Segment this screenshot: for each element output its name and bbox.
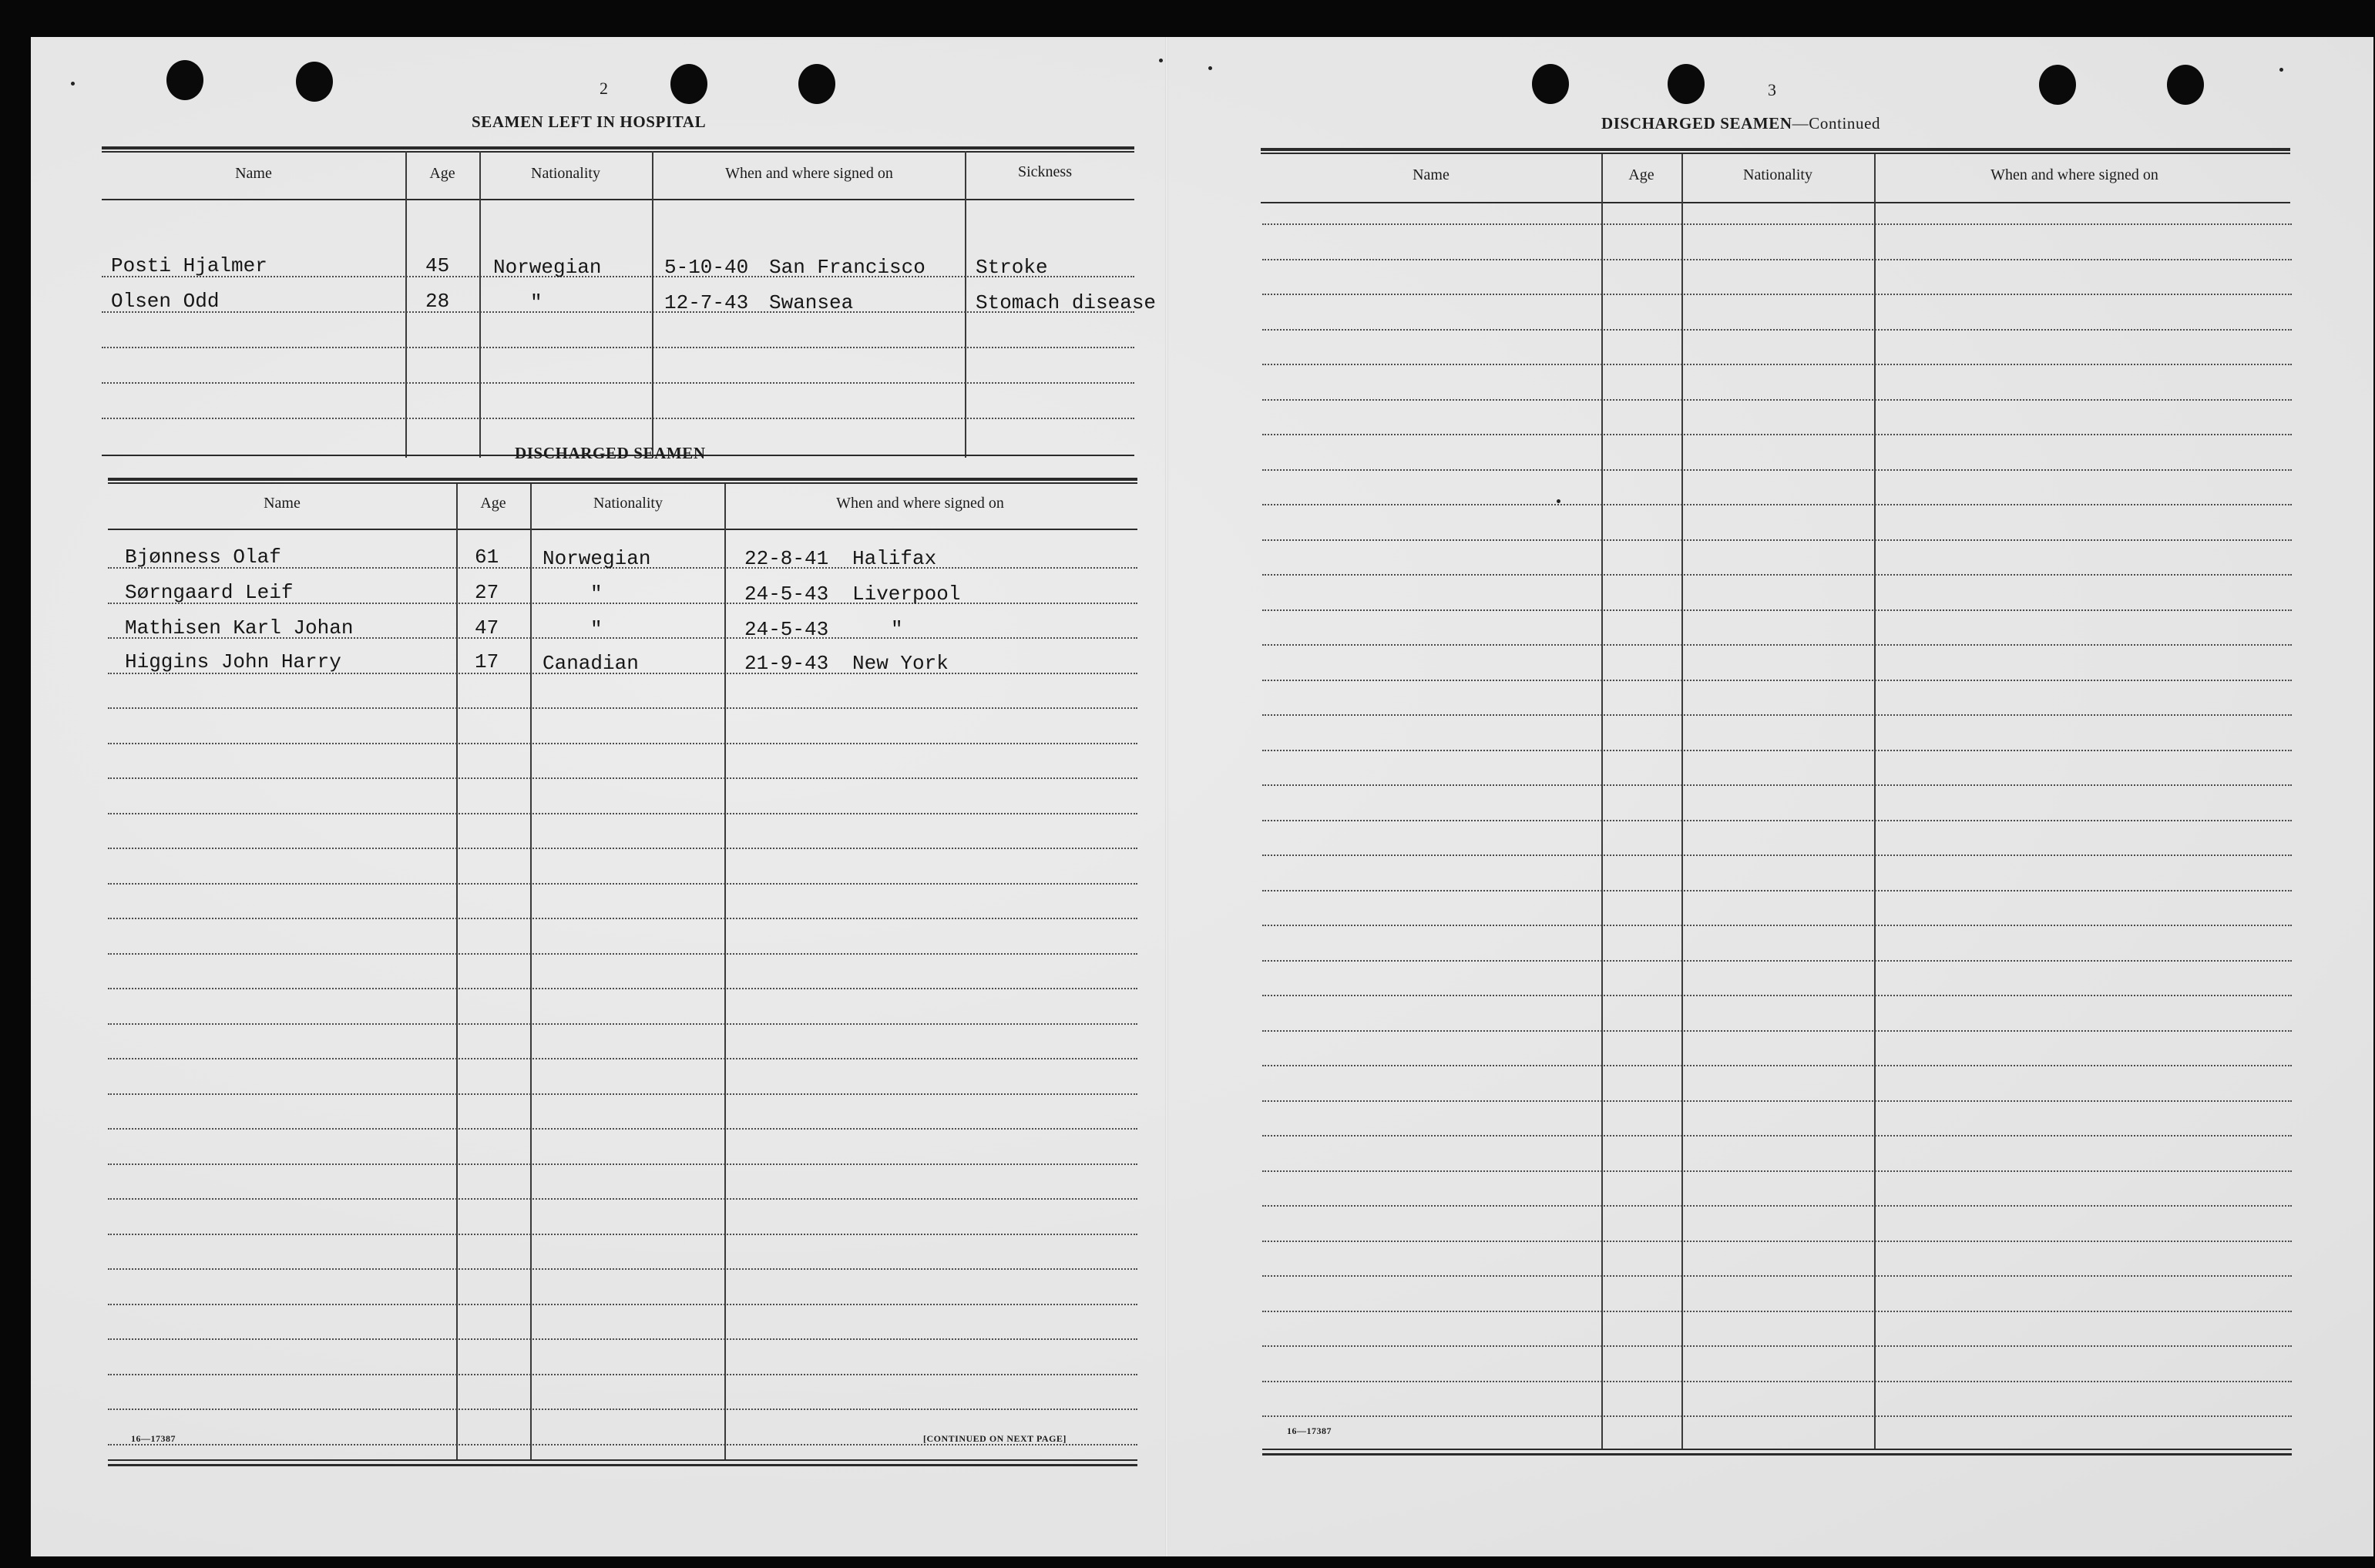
column-divider: [724, 484, 726, 1461]
col-header-signed-on: When and where signed on: [836, 495, 1004, 512]
row-line: [108, 1023, 1137, 1025]
row-line: [1262, 469, 2292, 471]
hospital-row-name: Olsen Odd: [111, 290, 220, 313]
discharged-row-date: 24-5-43: [744, 618, 829, 641]
col-header-age: Age: [429, 165, 455, 182]
discharged-row-age: 17: [475, 650, 499, 673]
col-header-sickness: Sickness: [1018, 163, 1072, 180]
row-line: [1262, 1381, 2292, 1382]
row-line: [108, 1268, 1137, 1270]
hospital-row-place: Swansea: [769, 291, 854, 314]
row-line: [108, 1163, 1137, 1165]
table-top-rule: [108, 482, 1137, 484]
col-header-name: Name: [1413, 166, 1450, 183]
row-line: [1262, 434, 2292, 435]
row-line: [108, 743, 1137, 744]
discharged-section-title: DISCHARGED SEAMEN: [515, 444, 706, 462]
row-line: [1262, 1241, 2292, 1242]
hospital-row-place: San Francisco: [769, 256, 925, 279]
row-line: [1262, 995, 2292, 996]
row-line: [108, 1198, 1137, 1200]
title-continued: —Continued: [1792, 114, 1881, 133]
column-divider: [405, 151, 407, 458]
discharged-row-name: Mathisen Karl Johan: [125, 616, 354, 640]
header-underline: [102, 199, 1134, 200]
ink-speck: [2279, 68, 2283, 72]
row-line: [1262, 1345, 2292, 1347]
page-fold: [1165, 37, 1168, 1556]
row-line: [108, 848, 1137, 849]
crew-list-document: [31, 37, 2373, 1556]
col-header-signed-on: When and where signed on: [725, 165, 893, 182]
row-line: [1262, 1065, 2292, 1066]
continued-note: [CONTINUED ON NEXT PAGE]: [923, 1433, 1067, 1444]
row-line: [1262, 259, 2292, 260]
table-top-rule: [108, 478, 1137, 481]
row-line: [108, 953, 1137, 955]
discharged-row-nationality: Canadian: [543, 652, 639, 675]
row-line: [108, 1234, 1137, 1235]
row-line: [108, 1058, 1137, 1059]
row-line: [102, 418, 1134, 419]
row-line: [108, 813, 1137, 814]
ink-speck: [1159, 59, 1163, 62]
discharged-row-place: ": [891, 618, 903, 641]
column-divider: [479, 151, 481, 458]
table-bottom-rule: [108, 1459, 1137, 1461]
row-line: [108, 883, 1137, 885]
table-top-rule: [102, 151, 1134, 153]
hospital-row-sickness: Stroke: [976, 256, 1048, 279]
header-underline: [1261, 202, 2290, 203]
row-line: [1262, 294, 2292, 295]
row-line: [108, 1093, 1137, 1095]
row-line: [1262, 960, 2292, 962]
table-bottom-rule: [1262, 1449, 2292, 1450]
ink-speck: [1557, 499, 1560, 503]
row-line: [1262, 329, 2292, 331]
hospital-row-nationality: Norwegian: [493, 256, 602, 279]
column-divider: [652, 151, 653, 458]
discharged-row-nationality: ": [590, 583, 603, 606]
column-divider: [1601, 154, 1603, 1450]
row-line: [108, 918, 1137, 919]
discharged-row-date: 21-9-43: [744, 652, 829, 675]
row-line: [1262, 574, 2292, 576]
table-top-rule: [1261, 153, 2290, 154]
hospital-row-date: 12-7-43: [664, 291, 749, 314]
column-divider: [965, 151, 966, 458]
header-underline: [108, 529, 1137, 530]
discharged-row-nationality: ": [590, 618, 603, 641]
row-line: [108, 988, 1137, 989]
table-bottom-rule: [108, 1464, 1137, 1466]
discharged-row-place: Halifax: [852, 547, 937, 570]
row-line: [1262, 1100, 2292, 1102]
discharged-row-nationality: Norwegian: [543, 547, 651, 570]
row-line: [1262, 223, 2292, 225]
row-line: [1262, 1311, 2292, 1312]
punch-hole: [798, 64, 835, 104]
row-line: [108, 1409, 1137, 1410]
punch-hole: [1668, 64, 1705, 104]
row-line: [1262, 644, 2292, 646]
table-bottom-rule: [1262, 1453, 2292, 1456]
row-line: [108, 1338, 1137, 1340]
hospital-row-date: 5-10-40: [664, 256, 749, 279]
column-divider: [456, 484, 458, 1461]
ink-speck: [71, 82, 75, 86]
discharged-row-place: Liverpool: [852, 583, 961, 606]
column-divider: [1681, 154, 1683, 1450]
punch-hole: [1532, 64, 1569, 104]
page-number: 3: [1768, 80, 1776, 99]
row-line: [1262, 1415, 2292, 1417]
punch-hole: [2167, 65, 2204, 105]
col-header-signed-on: When and where signed on: [1990, 166, 2158, 183]
form-number: 16—17387: [131, 1433, 176, 1444]
col-header-nationality: Nationality: [531, 165, 600, 182]
table-top-rule: [102, 146, 1134, 149]
row-line: [1262, 714, 2292, 716]
row-line: [1262, 890, 2292, 891]
row-line: [1262, 504, 2292, 505]
row-line: [1262, 609, 2292, 611]
form-number: 16—17387: [1287, 1425, 1332, 1436]
row-line: [108, 707, 1137, 709]
col-header-age: Age: [1628, 166, 1654, 183]
row-line: [1262, 680, 2292, 681]
discharged-row-age: 27: [475, 581, 499, 604]
col-header-nationality: Nationality: [593, 495, 663, 512]
discharged-row-date: 22-8-41: [744, 547, 829, 570]
row-line: [102, 347, 1134, 348]
table-top-rule: [1261, 148, 2290, 151]
hospital-section-title: SEAMEN LEFT IN HOSPITAL: [472, 112, 707, 131]
row-line: [1262, 1170, 2292, 1172]
punch-hole: [166, 60, 203, 100]
row-line: [1262, 784, 2292, 786]
row-line: [1262, 1030, 2292, 1032]
row-line: [1262, 539, 2292, 541]
col-header-nationality: Nationality: [1743, 166, 1812, 183]
row-line: [1262, 750, 2292, 751]
column-divider: [530, 484, 532, 1461]
hospital-row-nationality: ": [530, 291, 543, 314]
row-line: [102, 382, 1134, 384]
col-header-name: Name: [264, 495, 301, 512]
row-line: [108, 777, 1137, 779]
title-main: DISCHARGED SEAMEN: [1601, 114, 1792, 133]
row-line: [1262, 925, 2292, 926]
row-line: [108, 1304, 1137, 1305]
punch-hole: [670, 64, 707, 104]
row-line: [1262, 1275, 2292, 1277]
hospital-row-age: 28: [425, 290, 450, 313]
discharged-row-name: Higgins John Harry: [125, 650, 341, 673]
punch-hole: [2039, 65, 2076, 105]
column-divider: [1874, 154, 1876, 1450]
row-line: [1262, 399, 2292, 401]
ink-speck: [1208, 66, 1212, 70]
hospital-row-name: Posti Hjalmer: [111, 254, 267, 277]
hospital-row-sickness: Stomach disease: [976, 291, 1157, 314]
col-header-name: Name: [235, 165, 272, 182]
discharged-continued-title: [1601, 114, 1880, 133]
row-line: [1262, 1135, 2292, 1137]
discharged-row-place: New York: [852, 652, 949, 675]
discharged-row-date: 24-5-43: [744, 583, 829, 606]
discharged-row-name: Sørngaard Leif: [125, 581, 294, 604]
discharged-row-age: 61: [475, 546, 499, 569]
row-line: [108, 1374, 1137, 1375]
row-line: [108, 1128, 1137, 1130]
row-line: [1262, 1205, 2292, 1207]
row-line: [1262, 364, 2292, 365]
row-line: [1262, 855, 2292, 856]
hospital-row-age: 45: [425, 254, 450, 277]
col-header-age: Age: [480, 495, 506, 512]
discharged-row-age: 47: [475, 616, 499, 640]
punch-hole: [296, 62, 333, 102]
row-line: [1262, 820, 2292, 821]
page-number: 2: [600, 79, 608, 98]
discharged-row-name: Bjønness Olaf: [125, 546, 281, 569]
